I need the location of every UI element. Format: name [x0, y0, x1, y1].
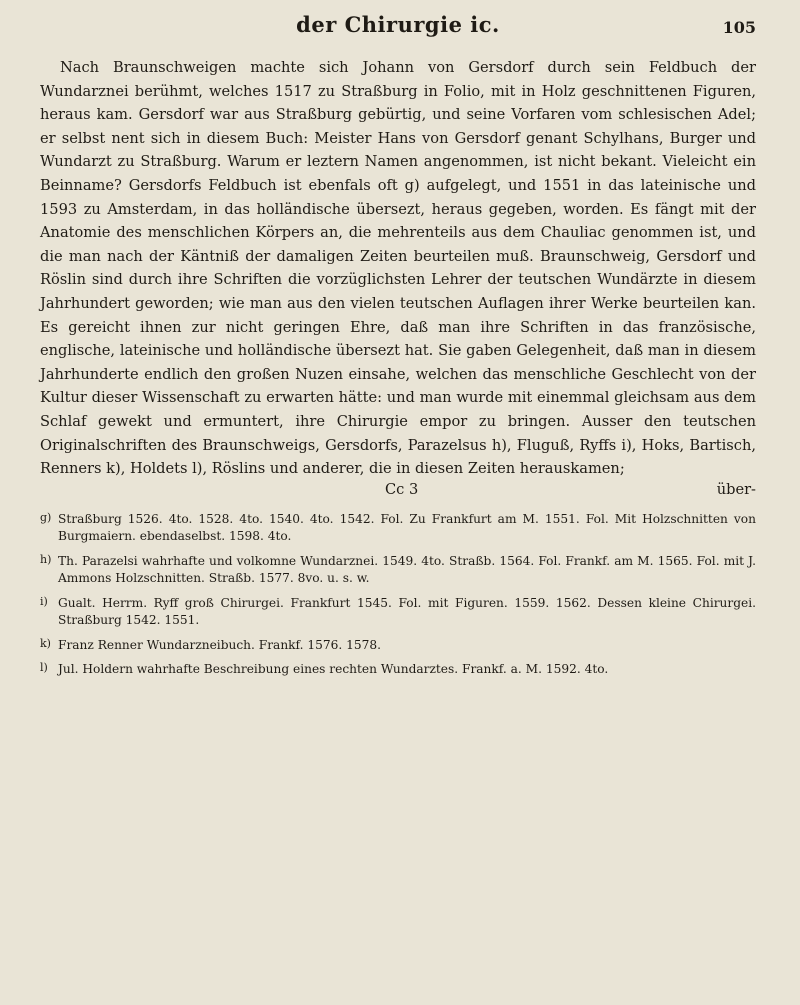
footnote — [40, 659, 756, 679]
footnote-mark: l) — [40, 661, 48, 675]
footnote-mark: g) — [40, 510, 52, 524]
footnote — [40, 551, 756, 588]
footnote-mark: k) — [40, 636, 51, 650]
footnote — [40, 509, 756, 546]
footnote-mark: h) — [40, 552, 52, 566]
footnote-text: Gualt. Herrm. Ryff groß Chirurgei. Frankfurt 1545. Fol. mit Figuren. 1559. 1562. Dessen kleine Chirurgei. Straßburg 1542. 1551. — [58, 595, 756, 628]
running-head — [40, 8, 756, 48]
signature-row — [40, 481, 756, 505]
catchword: über- — [716, 480, 756, 498]
page-number: 105 — [722, 18, 756, 37]
footnote — [40, 593, 756, 630]
body-paragraph: Nach Braunschweigen machte sich Johann von Gersdorf durch sein Feldbuch der Wundarznei berühmt, welches 1517 zu Straßburg in Folio, mit in Holz geschnittenen Figuren, heraus kam. Gersdorf war aus Straßburg gebürtig, und seine Vorfaren vom schlesischen Adel; er selbst nent sich in diesem Buch: Meister Hans von Gersdorf genant Schylhans, Burger und Wundarzt zu Straßburg. Warum er leztern Namen angenommen, ist nicht bekant. Vieleicht ein Beinname? Gersdorfs Feldbuch ist ebenfals oft g) aufgelegt, und 1551 in das lateinische und 1593 zu Amsterdam, in das holländische übersezt, heraus gegeben, worden. Es fängt mit der Anatomie des menschlichen Körpers an, die mehrenteils aus dem Chauliac genommen ist, und die man nach der Käntniß der damaligen Zeiten beurteilen muß. Braunschweig, Gersdorf und Röslin sind durch ihre Schriften die vorzüglichsten Lehrer der teutschen Wundärzte in diesem Jahrhundert geworden; wie man aus den vielen teutschen Auflagen ihrer Werke beurteilen kan. Es gereicht ihnen zur nicht geringen Ehre, daß man ihre Schriften in das französische, englische, lateinische und holländische übersezt hat. Sie gaben Gelegenheit, daß man in diesem Jahrhunderte endlich den großen Nuzen einsahe, welchen das menschliche Geschlecht von der Kultur dieser Wissenschaft zu erwarten hätte: und man wurde mit einemmal gleichsam aus dem Schlaf gewekt und ermuntert, ihre Chirurgie empor zu bringen. Ausser den teutschen Originalschriften des Braunschweigs, Gersdorfs, Parazelsus h), Fluguß, Ryffs i), Hoks, Bartisch, Renners k), Holdets l), Röslins und anderer, die in diesen Zeiten herauskamen; — [40, 59, 756, 478]
footnote-text: Jul. Holdern wahrhafte Beschreibung eines rechten Wundarztes. Frankf. a. M. 1592. 4to. — [58, 662, 609, 677]
footnote-mark: i) — [40, 594, 48, 608]
footnote-text: Franz Renner Wundarzneibuch. Frankf. 1576. 1578. — [58, 637, 382, 652]
footnotes — [40, 509, 756, 679]
signature-mark: Cc 3 — [385, 480, 419, 498]
footnote — [40, 635, 756, 655]
footnote-text: Straßburg 1526. 4to. 1528. 4to. 1540. 4to. 1542. Fol. Zu Frankfurt am M. 1551. Fol. Mit Holzschnitten von Burgmaiern. ebendaselbst. 1598. 4to. — [58, 511, 756, 544]
footnote-text: Th. Parazelsi wahrhafte und volkomne Wundarznei. 1549. 4to. Straßb. 1564. Fol. Frankf. am M. 1565. Fol. mit J. Ammons Holzschnitten. Straßb. 1577. 8vo. u. s. w. — [58, 553, 756, 586]
running-title: der Chirurgie ic. — [296, 12, 500, 37]
